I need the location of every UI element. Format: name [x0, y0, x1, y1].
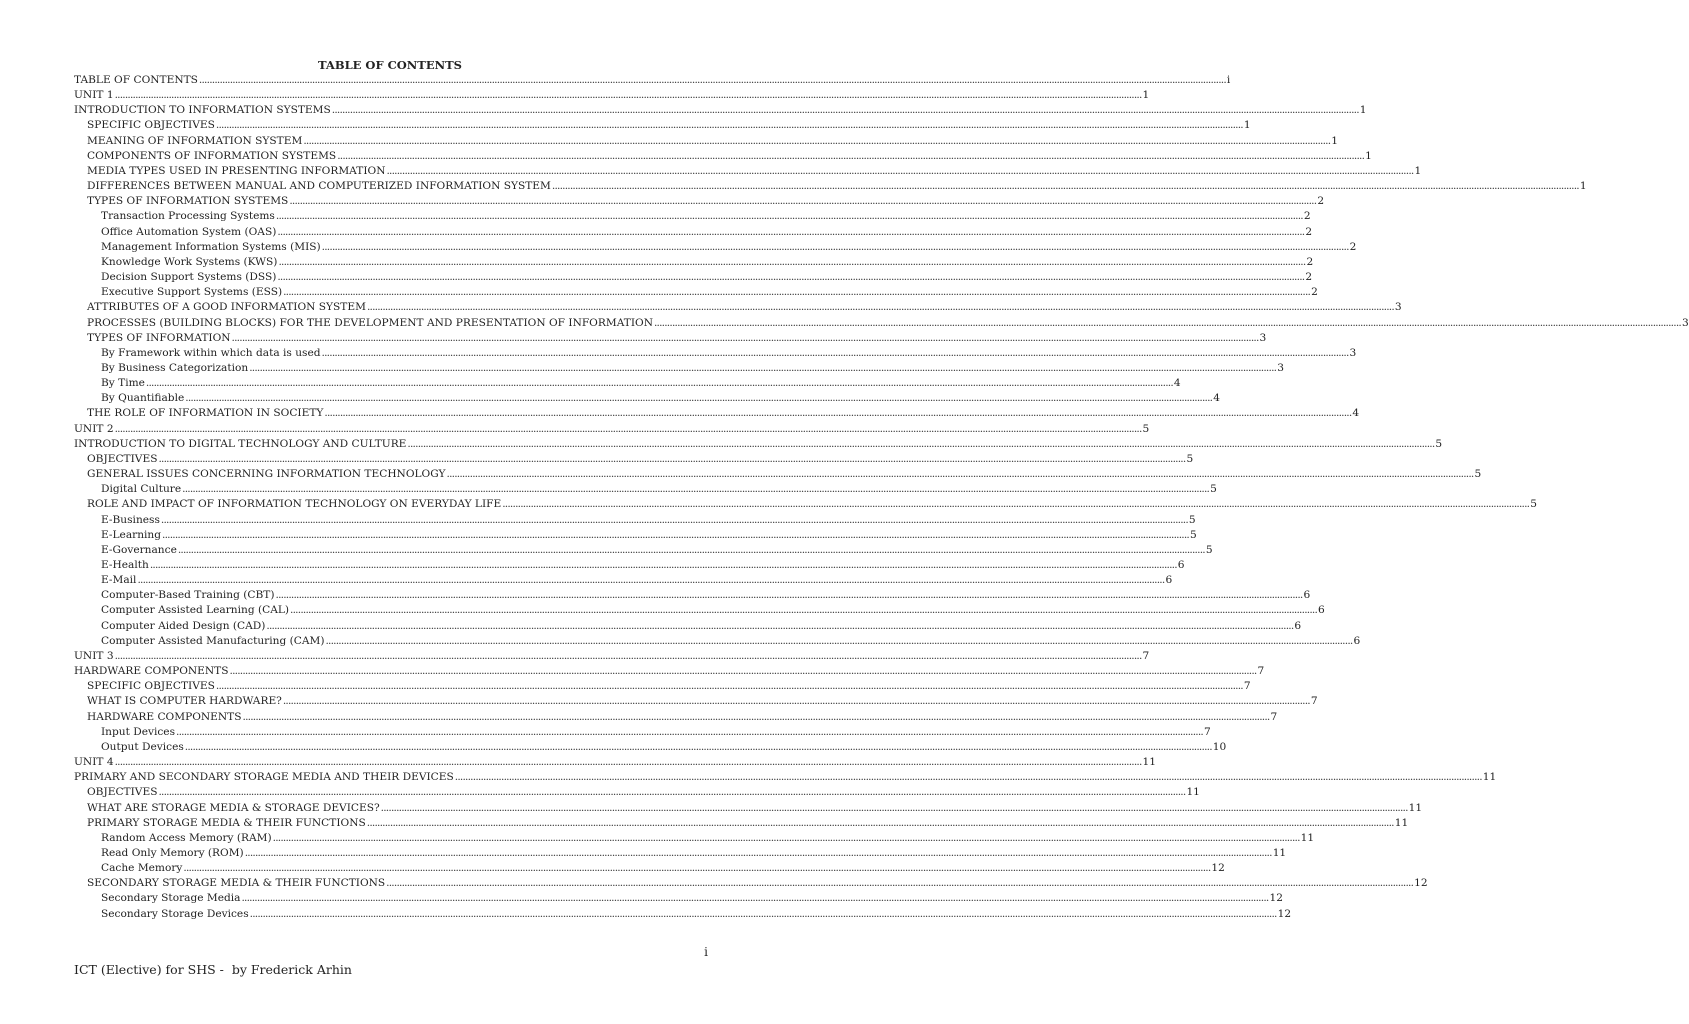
toc-entry-page: 11 [1394, 816, 1409, 829]
toc-entry-page: 5 [1142, 422, 1150, 435]
toc-entry[interactable] [74, 270, 1313, 285]
toc-entry-title: DIFFERENCES BETWEEN MANUAL AND COMPUTERIZED INFORMATION SYSTEM [87, 180, 551, 193]
toc-entry-page: 10 [1212, 740, 1227, 753]
toc-dot-leader: ................................................................................................................................................................................................................................................................................................................................................................................................................ [198, 74, 1226, 86]
toc-entry-title: PROCESSES (BUILDING BLOCKS) FOR THE DEVELOPMENT AND PRESENTATION OF INFORMATION [87, 316, 653, 329]
toc-entry-page: 3 [1277, 361, 1284, 374]
toc-entry[interactable] [74, 467, 1482, 482]
toc-dot-leader: ................................................................................................................................................................................................................................................................................................................................................................................................................ [337, 149, 1365, 162]
toc-dot-leader: ................................................................................................................................................................................................................................................................................................................................................................................................................ [331, 104, 1359, 117]
toc-entry[interactable] [74, 497, 1537, 512]
toc-entry[interactable] [74, 816, 1409, 831]
toc-entry[interactable] [74, 406, 1360, 421]
toc-entry-page: 2 [1303, 210, 1311, 223]
toc-dot-leader: ................................................................................................................................................................................................................................................................................................................................................................................................................ [229, 665, 1257, 678]
toc-entry-title: Read Only Memory (ROM) [101, 846, 244, 859]
toc-entry[interactable] [74, 831, 1315, 846]
toc-entry-page: 1 [1331, 134, 1339, 147]
toc-entry[interactable] [74, 801, 1423, 816]
toc-entry-page: 5 [1474, 468, 1482, 481]
toc-entry-page: 6 [1353, 634, 1361, 647]
toc-dot-leader: ................................................................................................................................................................................................................................................................................................................................................................................................................ [176, 725, 1203, 738]
toc-heading: TABLE OF CONTENTS [318, 58, 462, 72]
toc-entry-title: UNIT 3 [74, 649, 114, 662]
toc-entry[interactable] [74, 543, 1213, 558]
toc-entry-page: 1 [1414, 164, 1422, 177]
toc-dot-leader: ................................................................................................................................................................................................................................................................................................................................................................................................................ [303, 134, 1331, 147]
toc-entry-page: 5 [1530, 498, 1537, 511]
toc-entry-title: Computer-Based Training (CBT) [101, 589, 275, 602]
toc-dot-leader: ................................................................................................................................................................................................................................................................................................................................................................................................................ [321, 346, 1349, 359]
toc-entry-page: 5 [1190, 528, 1197, 541]
toc-entry-title: E-Mail [101, 574, 137, 587]
toc-entry-title: Decision Support Systems (DSS) [101, 271, 277, 284]
toc-entry-page: 1 [1359, 104, 1367, 117]
toc-entry[interactable] [74, 482, 1217, 497]
toc-entry[interactable] [74, 240, 1357, 255]
toc-entry-page: 7 [1243, 680, 1251, 693]
toc-entry[interactable] [74, 225, 1313, 240]
toc-entry-page: 12 [1211, 862, 1225, 875]
toc-entry[interactable] [74, 694, 1318, 709]
toc-entry-title: Knowledge Work Systems (KWS) [101, 255, 278, 268]
toc-entry-title: E-Business [101, 513, 160, 526]
toc-entry-page: 2 [1311, 286, 1318, 299]
toc-entry[interactable] [74, 118, 1251, 133]
toc-entry-title: UNIT 1 [74, 89, 114, 102]
toc-dot-leader: ................................................................................................................................................................................................................................................................................................................................................................................................................ [215, 680, 1243, 693]
toc-entry-title: Secondary Storage Devices [101, 907, 249, 920]
toc-entry-title: INTRODUCTION TO DIGITAL TECHNOLOGY AND CULTURE [74, 437, 407, 450]
toc-entry-page: 3 [1349, 346, 1357, 359]
toc-entry[interactable] [74, 452, 1194, 467]
toc-dot-leader: ................................................................................................................................................................................................................................................................................................................................................................................................................ [321, 240, 1349, 253]
toc-entry[interactable] [74, 528, 1197, 543]
toc-entry[interactable] [74, 88, 1150, 103]
toc-entry-title: SECONDARY STORAGE MEDIA & THEIR FUNCTIONS [87, 877, 386, 890]
toc-entry[interactable] [74, 710, 1278, 725]
toc-entry-title: Computer Assisted Manufacturing (CAM) [101, 634, 325, 647]
toc-entry-title: OBJECTIVES [87, 452, 158, 465]
toc-entry-page: 1 [1365, 149, 1372, 162]
toc-dot-leader: ................................................................................................................................................................................................................................................................................................................................................................................................................ [177, 543, 1205, 556]
toc-dot-leader: ................................................................................................................................................................................................................................................................................................................................................................................................................ [184, 740, 1212, 753]
toc-entry[interactable] [74, 634, 1361, 649]
toc-entry[interactable] [74, 785, 1200, 800]
toc-entry[interactable] [74, 285, 1318, 300]
toc-dot-leader: ................................................................................................................................................................................................................................................................................................................................................................................................................ [114, 422, 1142, 435]
toc-entry[interactable] [74, 437, 1443, 452]
toc-entry-title: By Framework within which data is used [101, 346, 321, 359]
toc-dot-leader: ................................................................................................................................................................................................................................................................................................................................................................................................................ [158, 452, 1186, 465]
toc-entry-title: HARDWARE COMPONENTS [74, 665, 229, 678]
toc-entry[interactable] [74, 164, 1422, 179]
toc-entry-title: E-Learning [101, 528, 162, 541]
toc-dot-leader: ................................................................................................................................................................................................................................................................................................................................................................................................................ [272, 831, 1300, 844]
toc-entry[interactable] [74, 513, 1196, 528]
toc-entry-page: 11 [1482, 771, 1497, 784]
toc-entry[interactable] [74, 846, 1287, 861]
toc-entry[interactable] [74, 361, 1284, 376]
toc-entry[interactable] [74, 679, 1251, 694]
toc-dot-leader: ................................................................................................................................................................................................................................................................................................................................................................................................................ [454, 771, 1482, 784]
toc-entry-title: GENERAL ISSUES CONCERNING INFORMATION TECHNOLOGY [87, 468, 446, 481]
toc-entry[interactable] [74, 179, 1587, 194]
toc-entry-page: 7 [1270, 710, 1278, 723]
toc-entry[interactable] [74, 376, 1181, 391]
toc-dot-leader: ................................................................................................................................................................................................................................................................................................................................................................................................................ [162, 528, 1189, 541]
toc-dot-leader: ................................................................................................................................................................................................................................................................................................................................................................................................................ [215, 119, 1243, 132]
toc-dot-leader: ................................................................................................................................................................................................................................................................................................................................................................................................................ [386, 164, 1414, 177]
toc-entry-title: Executive Support Systems (ESS) [101, 286, 283, 299]
toc-dot-leader: ................................................................................................................................................................................................................................................................................................................................................................................................................ [551, 180, 1579, 193]
toc-entry-title: By Business Categorization [101, 361, 249, 374]
toc-entry[interactable] [74, 300, 1402, 315]
toc-entry-page: 1 [1142, 89, 1150, 102]
toc-entry[interactable] [74, 725, 1211, 740]
toc-dot-leader: ................................................................................................................................................................................................................................................................................................................................................................................................................ [653, 316, 1681, 329]
toc-dot-leader: ................................................................................................................................................................................................................................................................................................................................................................................................................ [386, 877, 1414, 890]
page-number: i [704, 945, 708, 959]
toc-entry-title: Management Information Systems (MIS) [101, 240, 321, 253]
toc-list [74, 73, 1689, 922]
toc-entry-title: INTRODUCTION TO INFORMATION SYSTEMS [74, 104, 331, 117]
toc-dot-leader: ................................................................................................................................................................................................................................................................................................................................................................................................................ [242, 710, 1270, 723]
toc-entry-title: Office Automation System (OAS) [101, 225, 277, 238]
toc-dot-leader: ................................................................................................................................................................................................................................................................................................................................................................................................................ [366, 816, 1394, 829]
toc-entry-page: 6 [1177, 559, 1185, 571]
toc-dot-leader: ................................................................................................................................................................................................................................................................................................................................................................................................................ [182, 483, 1210, 496]
toc-entry-page: 5 [1188, 513, 1196, 526]
toc-dot-leader: ................................................................................................................................................................................................................................................................................................................................................................................................................ [158, 786, 1186, 799]
toc-entry-title: OBJECTIVES [87, 786, 158, 799]
toc-dot-leader: ................................................................................................................................................................................................................................................................................................................................................................................................................ [282, 695, 1310, 708]
toc-entry-page: 2 [1305, 225, 1313, 238]
toc-entry[interactable] [74, 331, 1267, 346]
toc-entry[interactable] [74, 558, 1185, 573]
toc-dot-leader: ................................................................................................................................................................................................................................................................................................................................................................................................................ [249, 907, 1277, 920]
toc-entry-page: 2 [1305, 271, 1313, 284]
toc-entry-page: 1 [1243, 119, 1251, 132]
toc-entry[interactable] [74, 391, 1220, 406]
toc-dot-leader: ................................................................................................................................................................................................................................................................................................................................................................................................................ [185, 392, 1213, 405]
toc-entry[interactable] [74, 316, 1689, 331]
toc-entry-page: 11 [1408, 801, 1423, 814]
toc-entry[interactable] [74, 134, 1339, 149]
toc-dot-leader: ................................................................................................................................................................................................................................................................................................................................................................................................................ [114, 89, 1142, 102]
toc-dot-leader: ................................................................................................................................................................................................................................................................................................................................................................................................................ [149, 559, 1177, 571]
toc-dot-leader: ................................................................................................................................................................................................................................................................................................................................................................................................................ [241, 892, 1269, 905]
toc-entry-page: 11 [1300, 831, 1315, 844]
toc-entry-title: MEANING OF INFORMATION SYSTEM [87, 134, 303, 147]
toc-entry-page: 2 [1317, 195, 1325, 208]
toc-entry-page: 6 [1294, 619, 1302, 632]
toc-entry[interactable] [74, 740, 1227, 755]
toc-entry-title: TABLE OF CONTENTS [74, 74, 198, 86]
toc-dot-leader: ................................................................................................................................................................................................................................................................................................................................................................................................................ [266, 619, 1294, 632]
toc-entry[interactable] [74, 209, 1311, 224]
toc-entry-title: MEDIA TYPES USED IN PRESENTING INFORMATION [87, 164, 386, 177]
toc-entry[interactable] [74, 891, 1283, 906]
toc-entry[interactable] [74, 422, 1150, 437]
toc-entry-title: Transaction Processing Systems [101, 210, 275, 223]
toc-entry-title: COMPONENTS OF INFORMATION SYSTEMS [87, 149, 337, 162]
toc-entry-page: 3 [1394, 301, 1402, 314]
toc-dot-leader: ................................................................................................................................................................................................................................................................................................................................................................................................................ [275, 210, 1303, 223]
toc-dot-leader: ................................................................................................................................................................................................................................................................................................................................................................................................................ [324, 407, 1352, 420]
toc-dot-leader: ................................................................................................................................................................................................................................................................................................................................................................................................................ [249, 361, 1277, 374]
toc-entry-page: 4 [1213, 392, 1220, 405]
toc-entry-title: HARDWARE COMPONENTS [87, 710, 242, 723]
toc-entry[interactable] [74, 346, 1357, 361]
toc-entry-page: 7 [1142, 649, 1150, 662]
toc-entry-title: WHAT ARE STORAGE MEDIA & STORAGE DEVICES? [87, 801, 380, 814]
toc-dot-leader: ................................................................................................................................................................................................................................................................................................................................................................................................................ [283, 286, 1311, 299]
toc-dot-leader: ................................................................................................................................................................................................................................................................................................................................................................................................................ [290, 604, 1318, 617]
toc-entry-title: E-Governance [101, 543, 177, 556]
toc-entry-page: 2 [1306, 255, 1314, 268]
toc-entry[interactable] [74, 73, 1231, 88]
toc-dot-leader: ................................................................................................................................................................................................................................................................................................................................................................................................................ [289, 195, 1317, 208]
toc-entry-page: 12 [1414, 877, 1428, 890]
toc-entry-page: 12 [1277, 907, 1292, 920]
toc-dot-leader: ................................................................................................................................................................................................................................................................................................................................................................................................................ [277, 271, 1305, 284]
toc-entry[interactable] [74, 255, 1314, 270]
toc-dot-leader: ................................................................................................................................................................................................................................................................................................................................................................................................................ [325, 634, 1353, 647]
toc-entry-title: UNIT 2 [74, 422, 114, 435]
toc-entry[interactable] [74, 861, 1225, 876]
toc-entry-page: 4 [1173, 377, 1181, 390]
toc-entry[interactable] [74, 664, 1265, 679]
toc-dot-leader: ................................................................................................................................................................................................................................................................................................................................................................................................................ [380, 801, 1408, 814]
toc-entry-page: 12 [1269, 892, 1283, 905]
toc-dot-leader: ................................................................................................................................................................................................................................................................................................................................................................................................................ [502, 498, 1530, 511]
toc-entry[interactable] [74, 876, 1428, 891]
toc-entry-title: Input Devices [101, 725, 176, 738]
toc-dot-leader: ................................................................................................................................................................................................................................................................................................................................................................................................................ [366, 301, 1394, 314]
toc-entry-title: ATTRIBUTES OF A GOOD INFORMATION SYSTEM [87, 301, 366, 314]
toc-dot-leader: ................................................................................................................................................................................................................................................................................................................................................................................................................ [114, 756, 1142, 769]
toc-entry-page: 2 [1349, 240, 1357, 253]
toc-dot-leader: ................................................................................................................................................................................................................................................................................................................................................................................................................ [114, 649, 1142, 662]
toc-entry-title: By Time [101, 377, 145, 390]
toc-dot-leader: ................................................................................................................................................................................................................................................................................................................................................................................................................ [277, 225, 1305, 238]
toc-entry-page: 6 [1318, 604, 1325, 617]
toc-entry-page: 3 [1259, 331, 1267, 344]
toc-dot-leader: ................................................................................................................................................................................................................................................................................................................................................................................................................ [275, 589, 1303, 602]
toc-entry-page: 5 [1205, 543, 1213, 556]
toc-entry[interactable] [74, 619, 1302, 634]
toc-entry-title: Computer Assisted Learning (CAL) [101, 604, 290, 617]
toc-entry-title: TYPES OF INFORMATION SYSTEMS [87, 195, 289, 208]
toc-entry[interactable] [74, 755, 1157, 770]
toc-entry-page: 5 [1435, 437, 1443, 450]
toc-entry[interactable] [74, 603, 1325, 618]
toc-entry-page: 1 [1579, 180, 1587, 193]
toc-entry-title: Secondary Storage Media [101, 892, 241, 905]
toc-entry-page: 5 [1210, 483, 1217, 496]
toc-entry-title: ROLE AND IMPACT OF INFORMATION TECHNOLOGY ON EVERYDAY LIFE [87, 498, 502, 511]
toc-entry-title: PRIMARY STORAGE MEDIA & THEIR FUNCTIONS [87, 816, 366, 829]
toc-dot-leader: ................................................................................................................................................................................................................................................................................................................................................................................................................ [160, 513, 1188, 526]
toc-entry[interactable] [74, 573, 1173, 588]
toc-dot-leader: ................................................................................................................................................................................................................................................................................................................................................................................................................ [446, 468, 1474, 481]
toc-entry-title: THE ROLE OF INFORMATION IN SOCIETY [87, 407, 324, 420]
toc-dot-leader: ................................................................................................................................................................................................................................................................................................................................................................................................................ [145, 377, 1173, 390]
toc-entry-title: Output Devices [101, 740, 184, 753]
toc-entry-title: E-Health [101, 559, 149, 571]
toc-entry[interactable] [74, 588, 1311, 603]
toc-entry[interactable] [74, 149, 1372, 164]
toc-entry[interactable] [74, 194, 1325, 209]
toc-entry[interactable] [74, 907, 1292, 922]
toc-entry-title: Computer Aided Design (CAD) [101, 619, 266, 632]
toc-entry-title: UNIT 4 [74, 756, 114, 769]
toc-entry-page: 6 [1165, 574, 1173, 587]
toc-dot-leader: ................................................................................................................................................................................................................................................................................................................................................................................................................ [231, 331, 1259, 344]
toc-entry-page: 4 [1352, 407, 1360, 420]
toc-entry[interactable] [74, 649, 1150, 664]
toc-entry-page: 3 [1681, 316, 1689, 329]
toc-entry-title: SPECIFIC OBJECTIVES [87, 119, 215, 132]
toc-entry-title: WHAT IS COMPUTER HARDWARE? [87, 695, 282, 708]
toc-dot-leader: ................................................................................................................................................................................................................................................................................................................................................................................................................ [183, 862, 1211, 875]
toc-entry-title: TYPES OF INFORMATION [87, 331, 231, 344]
toc-entry-title: By Quantifiable [101, 392, 185, 405]
toc-entry-title: Random Access Memory (RAM) [101, 831, 272, 844]
toc-entry-title: SPECIFIC OBJECTIVES [87, 680, 215, 693]
toc-entry-page: 11 [1186, 786, 1200, 799]
toc-entry-page: 11 [1142, 756, 1157, 769]
toc-entry-page: 7 [1204, 725, 1211, 738]
toc-entry-page: 6 [1303, 589, 1311, 602]
toc-entry-page: 7 [1310, 695, 1318, 708]
toc-dot-leader: ................................................................................................................................................................................................................................................................................................................................................................................................................ [244, 846, 1272, 859]
toc-dot-leader: ................................................................................................................................................................................................................................................................................................................................................................................................................ [137, 574, 1165, 587]
toc-entry-title: PRIMARY AND SECONDARY STORAGE MEDIA AND THEIR DEVICES [74, 771, 454, 784]
toc-entry-title: Cache Memory [101, 862, 183, 875]
toc-entry-page: 7 [1257, 665, 1265, 678]
toc-entry[interactable] [74, 770, 1497, 785]
toc-dot-leader: ................................................................................................................................................................................................................................................................................................................................................................................................................ [278, 255, 1306, 268]
toc-entry-page: i [1226, 74, 1231, 86]
toc-entry-title: Digital Culture [101, 483, 182, 496]
toc-entry-page: 11 [1272, 846, 1287, 859]
toc-entry[interactable] [74, 103, 1367, 118]
toc-dot-leader: ................................................................................................................................................................................................................................................................................................................................................................................................................ [407, 437, 1435, 450]
toc-entry-page: 5 [1186, 452, 1194, 465]
page-footer: ICT (Elective) for SHS - by Frederick Arhin [74, 962, 352, 977]
